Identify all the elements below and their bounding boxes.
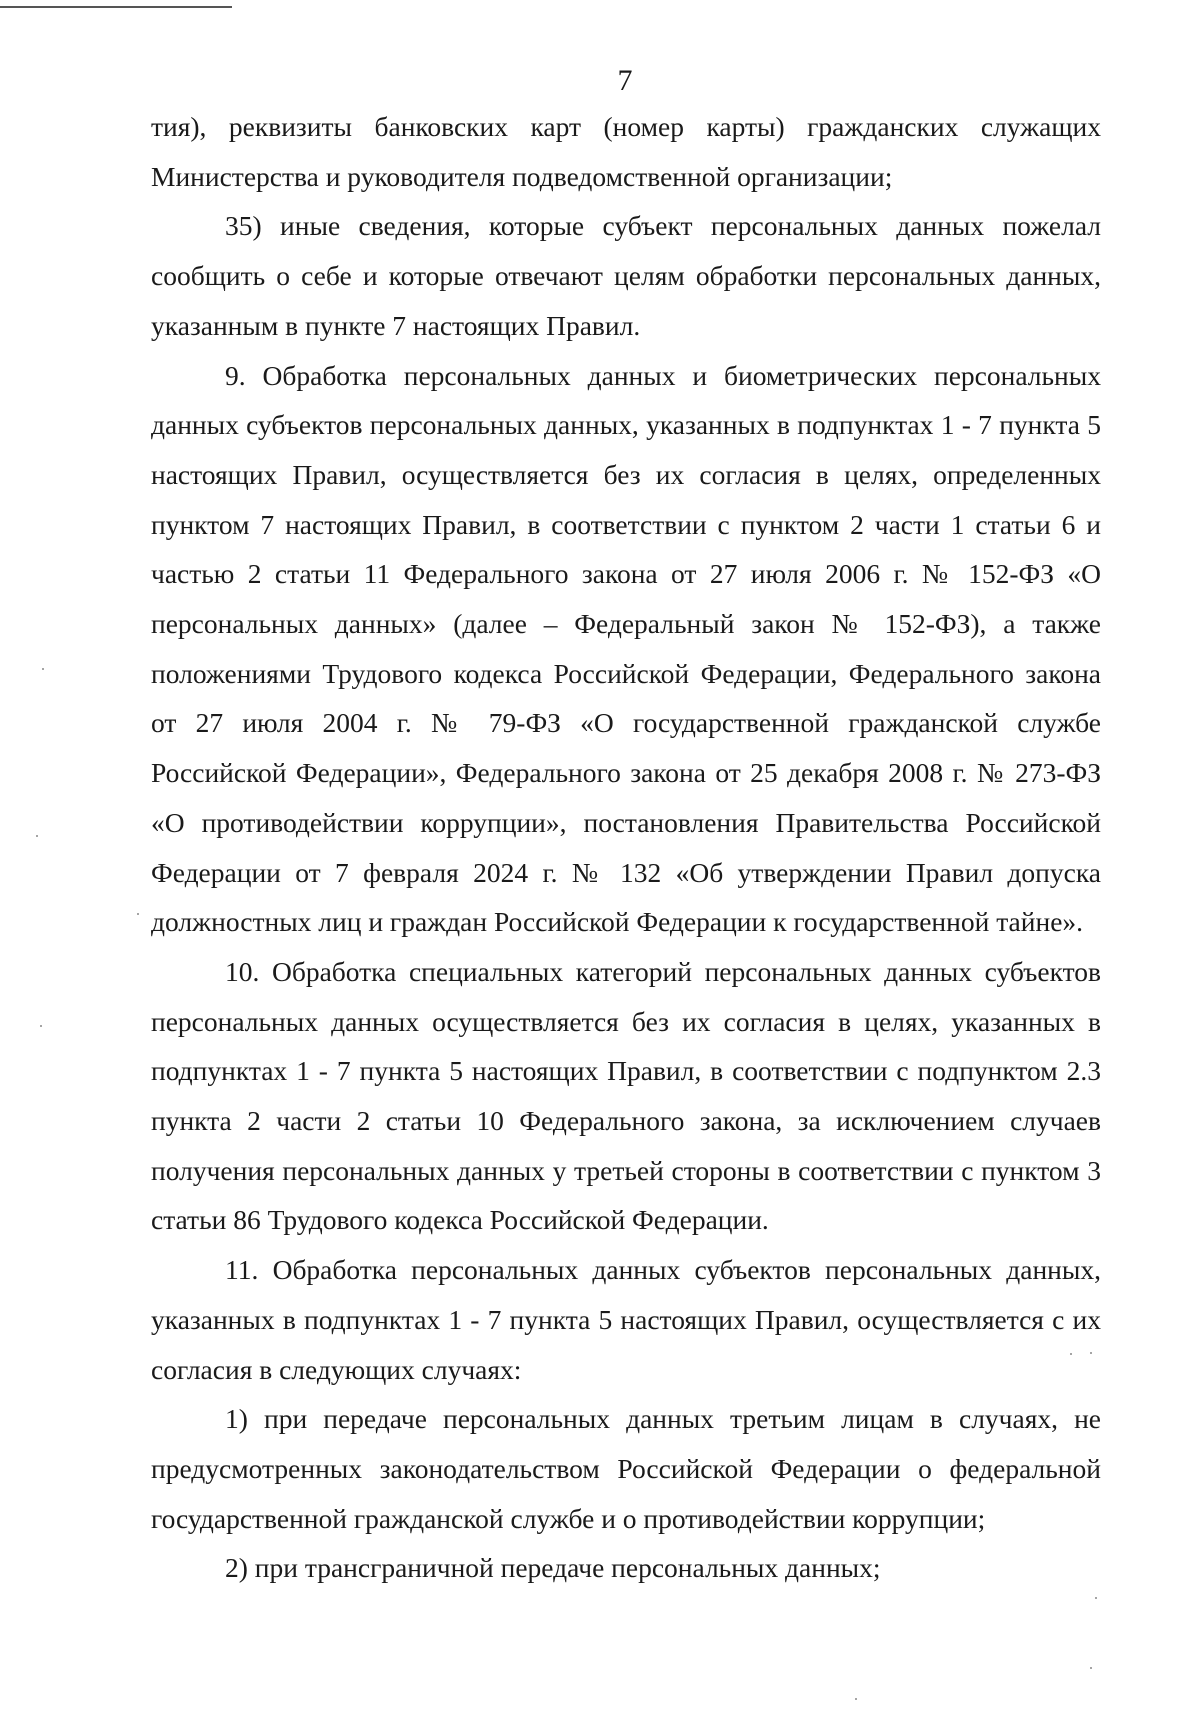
paragraph-continuation: тия), реквизиты банковских карт (номер карты) гражданских служащих Министерства и руководителя подведомственной организации;	[151, 111, 1101, 192]
scan-speck	[1070, 1353, 1072, 1355]
scan-speck	[855, 1698, 857, 1700]
scan-speck	[1090, 1667, 1092, 1669]
paragraph-11-item-1: 1) при передаче персональных данных третьим лицам в случаях, не предусмотренных законодательством Российской Федерации о федеральной государственной гражданской службе и о противодействии коррупции;	[151, 1403, 1101, 1534]
scan-speck	[1095, 1597, 1097, 1599]
scan-speck	[137, 913, 139, 915]
scan-speck	[1090, 1352, 1092, 1354]
paragraph-item-35: 35) иные сведения, которые субъект персональных данных пожелал сообщить о себе и которые отвечают целям обработки персональных данных, указанным в пункте 7 настоящих Правил.	[151, 210, 1101, 341]
document-body	[151, 102, 1101, 1593]
paragraph-11-item-2: 2) при трансграничной передаче персональных данных;	[225, 1552, 881, 1584]
scan-speck	[42, 668, 44, 670]
paragraph-11: 11. Обработка персональных данных субъектов персональных данных, указанных в подпунктах 1 - 7 пункта 5 настоящих Правил, осуществляется с их согласия в следующих случаях:	[151, 1254, 1101, 1385]
scan-speck	[40, 1025, 42, 1027]
paragraph-10: 10. Обработка специальных категорий персональных данных субъектов персональных данных осуществляется без их согласия в целях, указанных в подпунктах 1 - 7 пункта 5 настоящих Правил, в соответствии с подпунктом 2.3 пункта 2 части 2 статьи 10 Федерального закона, за исключением случаев получения персональных данных у третьей стороны в соответствии с пунктом 3 статьи 86 Трудового кодекса Российской Федерации.	[151, 955, 1101, 1236]
scan-speck	[36, 835, 38, 837]
paragraph-9: 9. Обработка персональных данных и биометрических персональных данных субъектов персональных данных, указанных в подпунктах 1 - 7 пункта 5 настоящих Правил, осуществляется без их согласия в целях, определенных пунктом 7 настоящих Правил, в соответствии с пунктом 2 части 1 статьи 6 и частью 2 статьи 11 Федерального закона от 27 июля 2006 г. № 152-ФЗ «О персональных данных» (далее – Федеральный закон № 152-ФЗ), а также положениями Трудового кодекса Российской Федерации, Федерального закона от 27 июля 2004 г. № 79-ФЗ «О государственной гражданской службе Российской Федерации», Федерального закона от 25 декабря 2008 г. № 273-ФЗ «О противодействии коррупции», постановления Правительства Российской Федерации от 7 февраля 2024 г. № 132 «Об утверждении Правил допуска должностных лиц и граждан Российской Федерации к государственной тайне».	[151, 359, 1101, 938]
scan-edge-line	[0, 6, 232, 8]
page-number: 7	[617, 64, 633, 97]
